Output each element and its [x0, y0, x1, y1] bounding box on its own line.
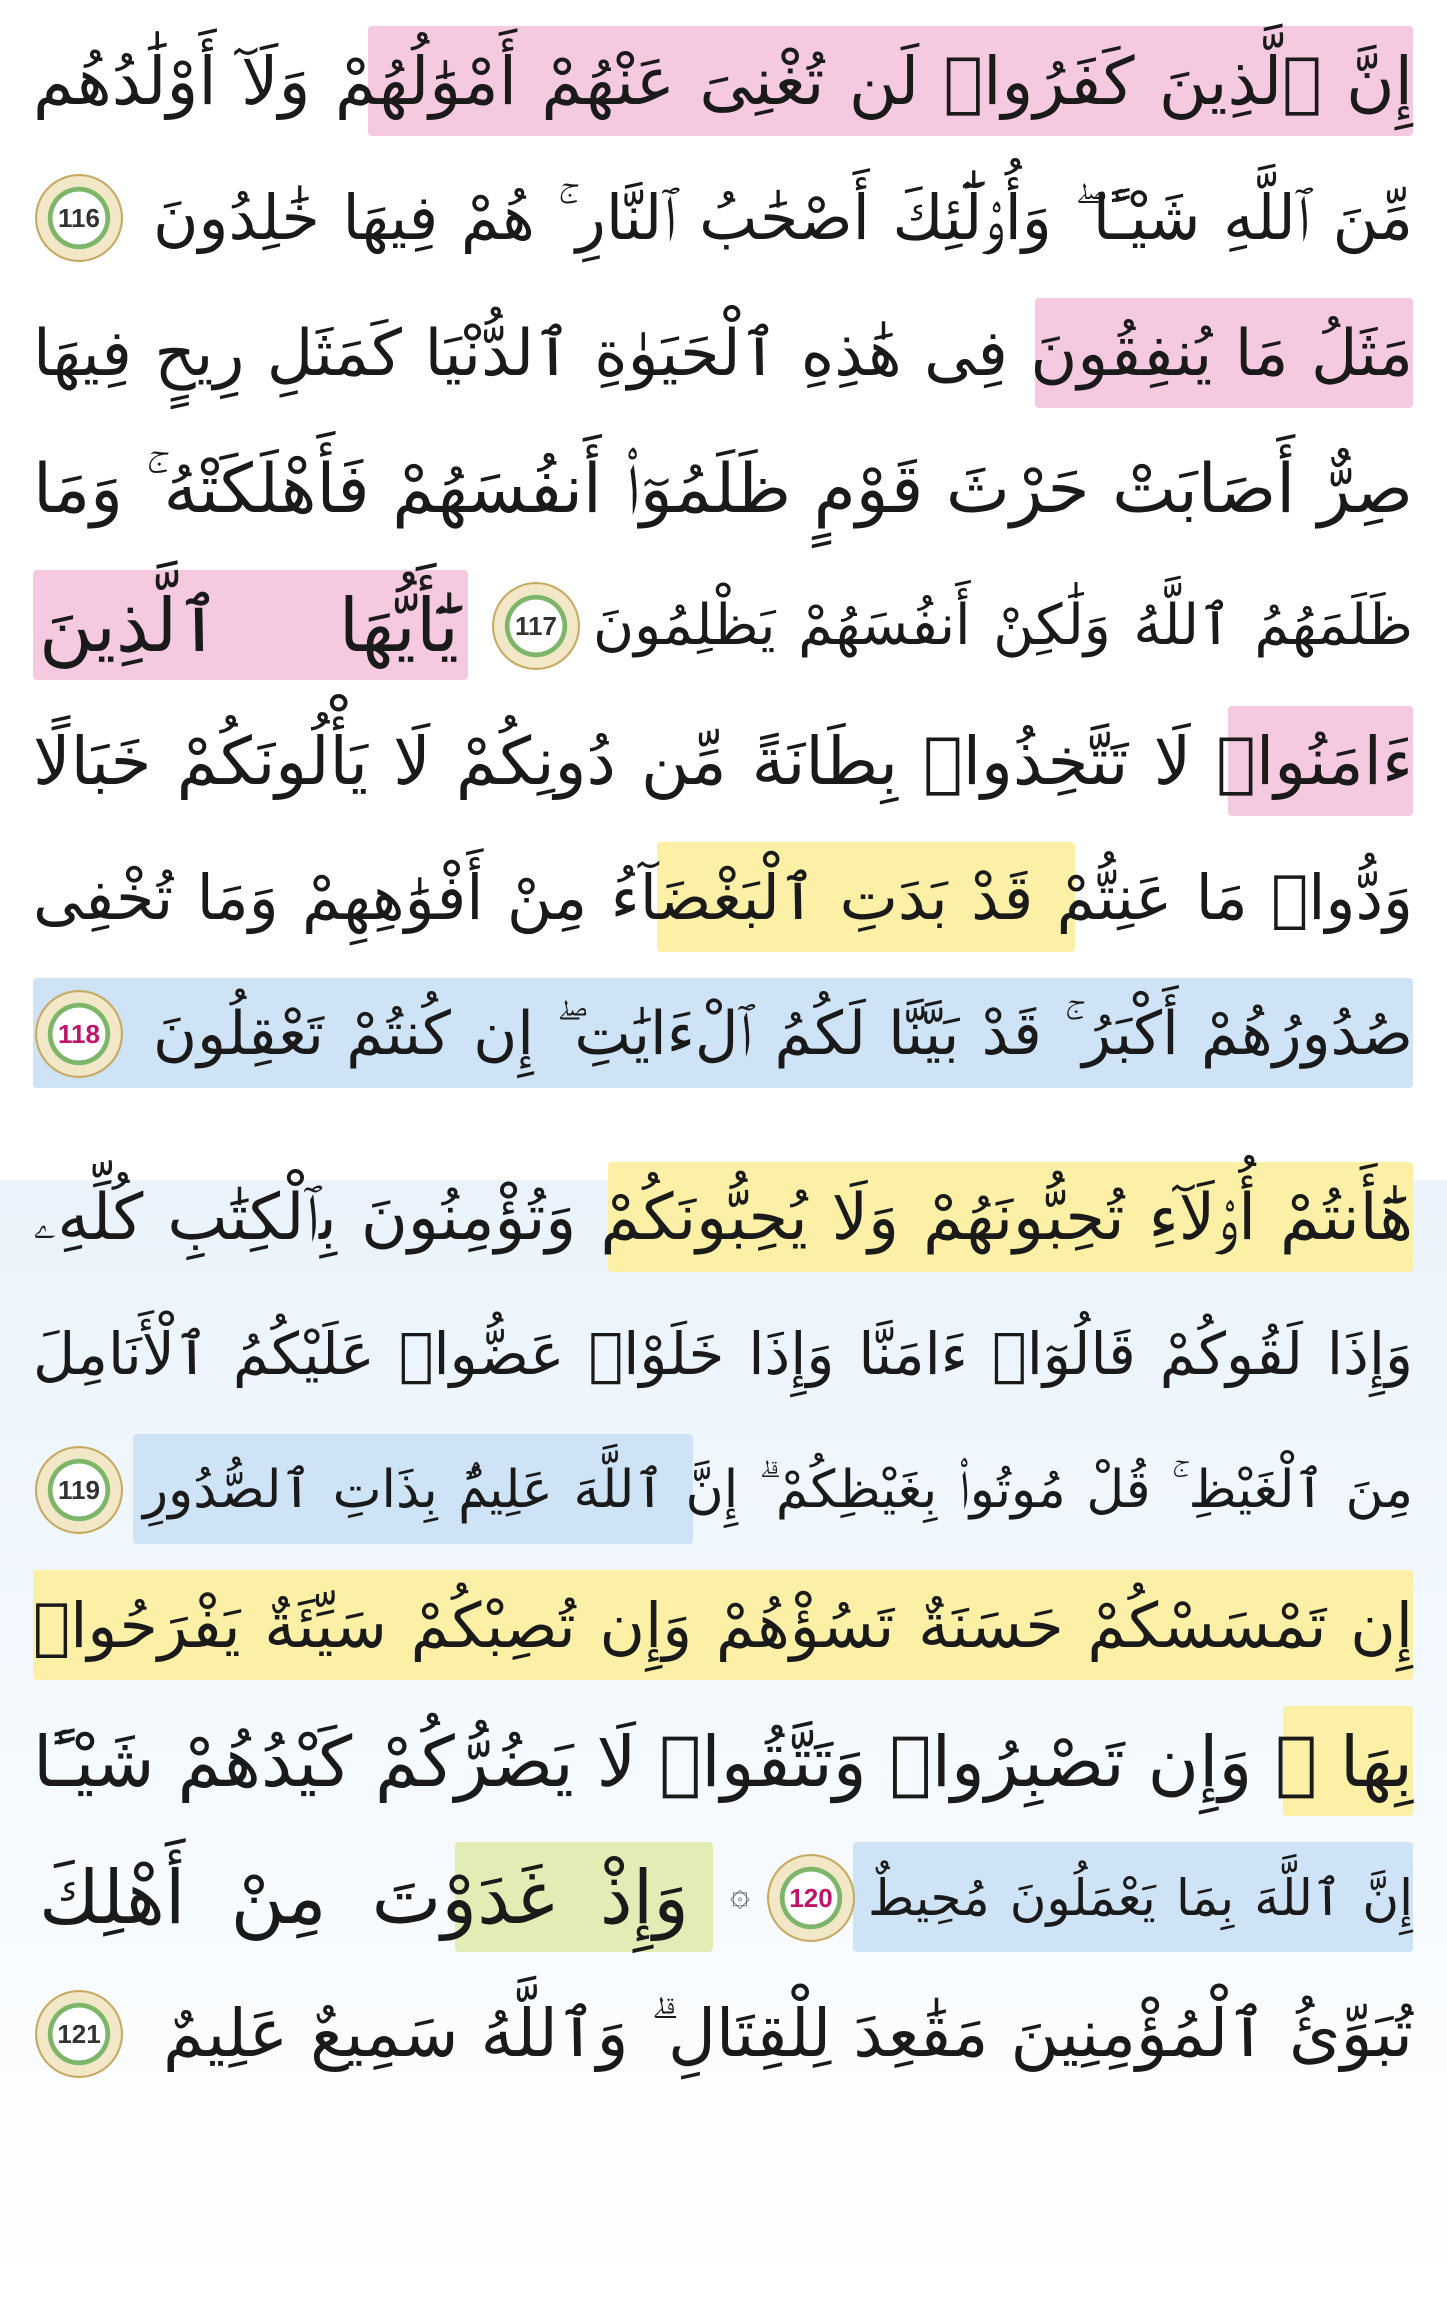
line-text: صِرٌّ أَصَابَتْ حَرْثَ قَوْمٍ ظَلَمُوٓا۟ أَنفُسَهُمْ فَأَهْلَكَتْهُ ۚ وَمَا — [33, 450, 1413, 529]
line-text: بِهَا ۖ وَإِن تَصْبِرُوا۟ وَتَتَّقُوا۟ لَا يَضُرُّكُمْ كَيْدُهُمْ شَيْـًٔا — [33, 1721, 1413, 1803]
verse-line-13 — [33, 1696, 1413, 1828]
verse-line-11 — [33, 1424, 1413, 1556]
line-text: هَٰٓأَنتُمْ أُو۟لَآءِ تُحِبُّونَهُمْ وَلَا يُحِبُّونَكُمْ وَتُؤْمِنُونَ بِٱلْكِتَٰبِ كُلِّهِۦ — [33, 1181, 1413, 1255]
line-text: ظَلَمَهُمُ ٱللَّهُ وَلَٰكِنْ أَنفُسَهُمْ يَظْلِمُونَ — [593, 593, 1413, 658]
verse-line-6 — [33, 696, 1413, 828]
ayah-number: 119 — [58, 1474, 100, 1505]
line-text: يَٰٓأَيُّهَا ٱلَّذِينَ — [39, 583, 459, 669]
ayah-number: 116 — [58, 202, 100, 233]
line-text: مِنَ ٱلْغَيْظِ ۚ قُلْ مُوتُوا۟ بِغَيْظِكُمْ ۗ إِنَّ ٱللَّهَ عَلِيمٌۢ بِذَاتِ ٱلصُّدُورِ — [143, 1460, 1413, 1520]
ayah-end-marker — [37, 1448, 121, 1532]
line-text: وَإِذَا لَقُوكُمْ قَالُوٓا۟ ءَامَنَّا وَإِذَا خَلَوْا۟ عَضُّوا۟ عَلَيْكُمُ ٱلْأَنَامِلَ — [33, 1320, 1413, 1388]
ayah-end-marker — [769, 1856, 853, 1940]
ayah-end-marker — [37, 992, 121, 1076]
verse-line-15 — [33, 1968, 1413, 2100]
ayah-end-marker — [494, 584, 578, 668]
ayah-end-marker — [37, 1992, 121, 2076]
verse-line-2 — [33, 152, 1413, 284]
ayah-number: 120 — [789, 1882, 833, 1913]
line-text: ءَامَنُوا۟ لَا تَتَّخِذُوا۟ بِطَانَةً مِّن دُونِكُمْ لَا يَأْلُونَكُمْ خَبَالًا — [33, 723, 1413, 800]
rub-el-hizb-icon: ۞ — [730, 1874, 750, 1914]
ayah-number: 121 — [57, 2018, 101, 2049]
verse-line-8 — [33, 968, 1413, 1100]
ayah-number: 118 — [58, 1018, 100, 1049]
verse-line-10 — [33, 1288, 1413, 1420]
line-text: مِّنَ ٱللَّهِ شَيْـًٔا ۖ وَأُو۟لَٰٓئِكَ أَصْحَٰبُ ٱلنَّارِ ۚ هُمْ فِيهَا خَٰلِدُونَ — [153, 181, 1413, 254]
verse-line-4 — [33, 424, 1413, 556]
line-text: وَدُّوا۟ مَا عَنِتُّمْ قَدْ بَدَتِ ٱلْبَغْضَآءُ مِنْ أَفْوَٰهِهِمْ وَمَا تُخْفِى — [33, 861, 1413, 934]
ayah-number: 117 — [515, 610, 557, 641]
ayah-end-marker — [37, 176, 121, 260]
verse-line-9 — [33, 1152, 1413, 1284]
line-text: إِن تَمْسَسْكُمْ حَسَنَةٌ تَسُؤْهُمْ وَإِن تُصِبْكُمْ سَيِّئَةٌ يَفْرَحُوا۟ — [33, 1589, 1413, 1662]
line-text: إِنَّ ٱللَّهَ بِمَا يَعْمَلُونَ مُحِيطٌ — [868, 1869, 1413, 1927]
line-text: تُبَوِّئُ ٱلْمُؤْمِنِينَ مَقَٰعِدَ لِلْقِتَالِ ۗ وَٱللَّهُ سَمِيعٌ عَلِيمٌ — [163, 1995, 1413, 2072]
verse-line-3 — [33, 288, 1413, 420]
verse-line-12 — [33, 1560, 1413, 1692]
line-text: إِنَّ ٱلَّذِينَ كَفَرُوا۟ لَن تُغْنِىَ عَنْهُمْ أَمْوَٰلُهُمْ وَلَآ أَوْلَٰدُهُم — [33, 43, 1413, 120]
line-text: وَإِذْ غَدَوْتَ مِنْ أَهْلِكَ — [39, 1855, 689, 1941]
verse-line-1 — [33, 16, 1413, 148]
verse-line-7 — [33, 832, 1413, 964]
verse-line-5 — [33, 560, 1413, 692]
verse-line-14 — [33, 1832, 1413, 1964]
line-text: مَثَلُ مَا يُنفِقُونَ فِى هَٰذِهِ ٱلْحَيَوٰةِ ٱلدُّنْيَا كَمَثَلِ رِيحٍ فِيهَا — [33, 317, 1413, 391]
line-text: صُدُورُهُمْ أَكْبَرُ ۚ قَدْ بَيَّنَّا لَكُمُ ٱلْءَايَٰتِ ۖ إِن كُنتُمْ تَعْقِلُونَ — [153, 999, 1413, 1069]
